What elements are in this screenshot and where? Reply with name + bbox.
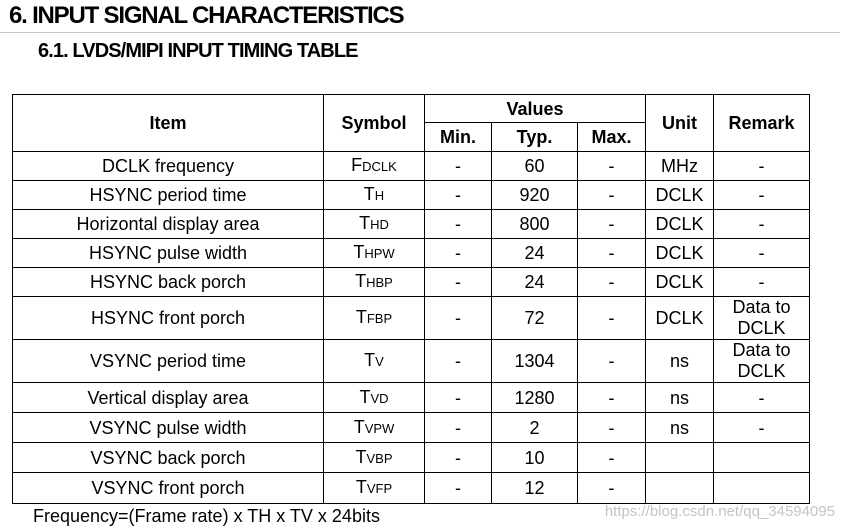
table-row — [13, 413, 810, 443]
row-max: - — [578, 210, 646, 239]
row-typ: 60 — [492, 152, 578, 181]
symbol-subscript: H — [374, 188, 385, 203]
row-item: DCLK frequency — [13, 152, 324, 181]
row-unit: DCLK — [646, 181, 714, 210]
row-item: VSYNC front porch — [13, 473, 324, 504]
row-symbol — [324, 152, 425, 181]
row-remark: - — [714, 152, 810, 181]
frequency-formula: Frequency=(Frame rate) x TH x TV x 24bits — [33, 506, 380, 526]
row-remark: Data to DCLK — [714, 340, 810, 383]
table-row — [13, 210, 810, 239]
row-symbol — [324, 210, 425, 239]
row-unit: DCLK — [646, 268, 714, 297]
symbol-letter: T — [364, 350, 376, 370]
table-row — [13, 340, 810, 383]
row-max: - — [578, 413, 646, 443]
symbol-letter: T — [355, 271, 367, 291]
row-min: - — [425, 297, 492, 340]
row-remark: Data to DCLK — [714, 297, 810, 340]
row-item: VSYNC period time — [13, 340, 324, 383]
row-symbol — [324, 340, 425, 383]
row-symbol — [324, 297, 425, 340]
row-item: HSYNC back porch — [13, 268, 324, 297]
symbol-letter: T — [355, 477, 367, 497]
row-min: - — [425, 210, 492, 239]
row-symbol — [324, 473, 425, 504]
header-max: Max. — [578, 123, 646, 152]
row-min: - — [425, 413, 492, 443]
symbol-letter: T — [359, 213, 371, 233]
symbol-subscript: HBP — [366, 275, 393, 290]
timing-table — [12, 94, 810, 504]
header-typ: Typ. — [492, 123, 578, 152]
row-min: - — [425, 268, 492, 297]
header-item: Item — [13, 95, 324, 152]
row-typ: 2 — [492, 413, 578, 443]
row-symbol — [324, 413, 425, 443]
row-typ: 24 — [492, 239, 578, 268]
section-heading: 6. INPUT SIGNAL CHARACTERISTICS — [9, 2, 404, 29]
row-min: - — [425, 152, 492, 181]
row-unit: ns — [646, 383, 714, 413]
row-symbol — [324, 268, 425, 297]
row-symbol — [324, 443, 425, 473]
row-remark: - — [714, 383, 810, 413]
symbol-subscript: HD — [370, 217, 389, 232]
row-max: - — [578, 340, 646, 383]
row-max: - — [578, 383, 646, 413]
symbol-subscript: VFP — [366, 481, 393, 496]
row-typ: 920 — [492, 181, 578, 210]
symbol-subscript: FBP — [366, 311, 393, 326]
symbol-subscript: HPW — [364, 246, 395, 261]
row-remark: - — [714, 181, 810, 210]
row-item: HSYNC period time — [13, 181, 324, 210]
row-min: - — [425, 239, 492, 268]
row-min: - — [425, 473, 492, 504]
row-typ: 72 — [492, 297, 578, 340]
row-max: - — [578, 473, 646, 504]
row-symbol — [324, 383, 425, 413]
row-min: - — [425, 340, 492, 383]
symbol-letter: T — [355, 446, 367, 467]
row-min: - — [425, 443, 492, 473]
row-remark: - — [714, 239, 810, 268]
row-remark: - — [714, 210, 810, 239]
table-body — [13, 152, 810, 504]
row-max: - — [578, 181, 646, 210]
row-max: - — [578, 297, 646, 340]
symbol-letter: T — [355, 307, 367, 327]
table-row — [13, 239, 810, 268]
row-typ: 10 — [492, 443, 578, 473]
row-unit: DCLK — [646, 297, 714, 340]
watermark: https://blog.csdn.net/qq_34594095 — [604, 503, 835, 520]
row-unit: ns — [646, 340, 714, 383]
row-item: Vertical display area — [13, 383, 324, 413]
table-row — [13, 473, 810, 504]
row-max: - — [578, 152, 646, 181]
symbol-subscript: VBP — [366, 450, 393, 466]
symbol-letter: T — [363, 184, 375, 204]
table-row — [13, 268, 810, 297]
row-unit: ns — [646, 413, 714, 443]
row-max: - — [578, 268, 646, 297]
symbol-subscript: VD — [370, 390, 389, 406]
row-item: HSYNC front porch — [13, 297, 324, 340]
row-typ: 12 — [492, 473, 578, 504]
row-typ: 800 — [492, 210, 578, 239]
row-remark — [714, 473, 810, 504]
row-item: VSYNC back porch — [13, 443, 324, 473]
symbol-subscript: V — [375, 354, 384, 369]
row-unit: MHz — [646, 152, 714, 181]
row-remark: - — [714, 413, 810, 443]
header-symbol: Symbol — [324, 95, 425, 152]
row-item: Horizontal display area — [13, 210, 324, 239]
row-item: VSYNC pulse width — [13, 413, 324, 443]
row-remark — [714, 443, 810, 473]
symbol-letter: T — [353, 416, 365, 437]
header-unit: Unit — [646, 95, 714, 152]
header-min: Min. — [425, 123, 492, 152]
row-max: - — [578, 239, 646, 268]
row-min: - — [425, 383, 492, 413]
subsection-heading: 6.1. LVDS/MIPI INPUT TIMING TABLE — [38, 40, 358, 62]
header-remark: Remark — [714, 95, 810, 152]
row-unit: DCLK — [646, 210, 714, 239]
heading-divider — [0, 32, 840, 33]
row-unit — [646, 473, 714, 504]
table-row — [13, 152, 810, 181]
row-min: - — [425, 181, 492, 210]
row-max: - — [578, 443, 646, 473]
row-typ: 1304 — [492, 340, 578, 383]
symbol-subscript: DCLK — [362, 159, 397, 174]
row-typ: 24 — [492, 268, 578, 297]
row-remark: - — [714, 268, 810, 297]
row-symbol — [324, 239, 425, 268]
table-row — [13, 181, 810, 210]
symbol-letter: T — [353, 242, 365, 262]
row-unit — [646, 443, 714, 473]
symbol-subscript: VPW — [364, 420, 395, 436]
row-item: HSYNC pulse width — [13, 239, 324, 268]
symbol-letter: T — [359, 386, 371, 407]
table-row — [13, 443, 810, 473]
row-typ: 1280 — [492, 383, 578, 413]
symbol-letter: F — [351, 155, 363, 175]
row-symbol — [324, 181, 425, 210]
table-row — [13, 297, 810, 340]
header-values: Values — [425, 95, 646, 123]
table-row — [13, 383, 810, 413]
row-unit: DCLK — [646, 239, 714, 268]
